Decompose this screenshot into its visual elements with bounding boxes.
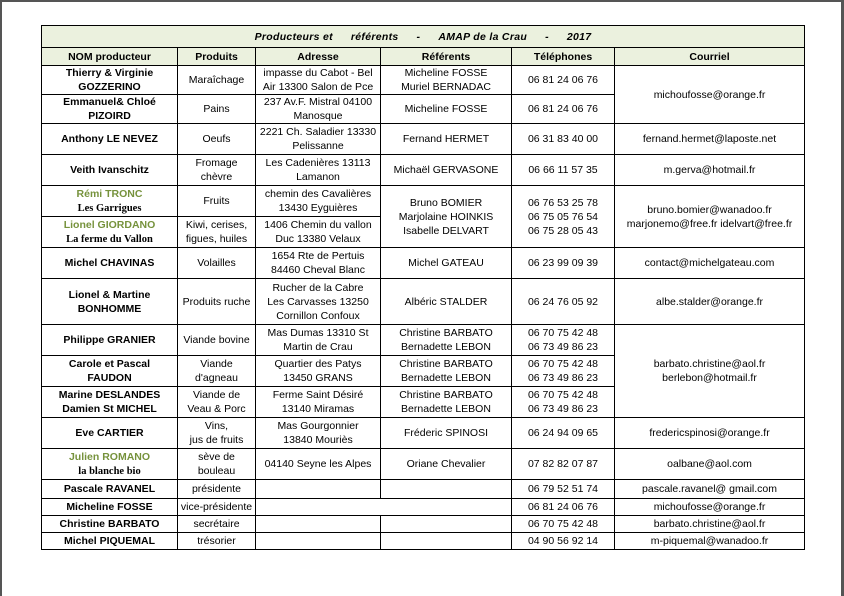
referent: Oriane Chevalier <box>381 449 512 480</box>
header-products: Produits <box>178 48 256 66</box>
empty-cell <box>381 480 512 499</box>
email[interactable]: m-piquemal@wanadoo.fr <box>615 533 805 550</box>
phone: 04 90 56 92 14 <box>512 533 615 550</box>
producer-name: Rémi TRONC Les Garrigues <box>42 186 178 217</box>
empty-cell <box>256 499 512 516</box>
product: Vins, jus de fruits <box>178 418 256 449</box>
phone: 06 81 24 06 76 <box>512 66 615 95</box>
product: Oeufs <box>178 124 256 155</box>
board-row <box>42 533 805 550</box>
producer-name: Michel CHAVINAS <box>42 248 178 279</box>
address: 2221 Ch. Saladier 13330 Pelissanne <box>256 124 381 155</box>
phone: 06 79 52 51 74 <box>512 480 615 499</box>
address: 1406 Chemin du vallon Duc 13380 Velaux <box>256 217 381 248</box>
product: Pains <box>178 95 256 124</box>
producer-name: Thierry & Virginie GOZZERINO <box>42 66 178 95</box>
board-role: trésorier <box>178 533 256 550</box>
producer-name: Eve CARTIER <box>42 418 178 449</box>
header-phones: Téléphones <box>512 48 615 66</box>
referent: Michel GATEAU <box>381 248 512 279</box>
phone: 06 70 75 42 48 06 73 49 86 23 <box>512 356 615 387</box>
product: Viande bovine <box>178 325 256 356</box>
table-row <box>42 279 805 325</box>
phone: 06 70 75 42 48 06 73 49 86 23 <box>512 387 615 418</box>
address: 1654 Rte de Pertuis 84460 Cheval Blanc <box>256 248 381 279</box>
header-email: Courriel <box>615 48 805 66</box>
phone: 06 81 24 06 76 <box>512 95 615 124</box>
empty-cell <box>256 480 381 499</box>
phone: 06 70 75 42 48 <box>512 516 615 533</box>
email[interactable]: pascale.ravanel@ gmail.com <box>615 480 805 499</box>
product: Fromage chèvre <box>178 155 256 186</box>
referent: Albéric STALDER <box>381 279 512 325</box>
referent: Micheline FOSSE <box>381 95 512 124</box>
referent: Michaël GERVASONE <box>381 155 512 186</box>
window-frame-top <box>0 0 844 2</box>
producer-name: Veith Ivanschitz <box>42 155 178 186</box>
phone: 06 24 94 09 65 <box>512 418 615 449</box>
product: Produits ruche <box>178 279 256 325</box>
email[interactable]: barbato.christine@aol.fr <box>615 516 805 533</box>
address: impasse du Cabot - Bel Air 13300 Salon de Pce <box>256 66 381 95</box>
table-row <box>42 418 805 449</box>
empty-cell <box>256 516 381 533</box>
email[interactable]: michoufosse@orange.fr <box>615 66 805 124</box>
email[interactable]: barbato.christine@aol.fr berlebon@hotmail.fr <box>615 325 805 418</box>
table-row <box>42 449 805 480</box>
empty-cell <box>256 533 381 550</box>
referent: Christine BARBATO Bernadette LEBON <box>381 387 512 418</box>
referent: Christine BARBATO Bernadette LEBON <box>381 325 512 356</box>
address: Mas Gourgonnier 13840 Mouriès <box>256 418 381 449</box>
board-row <box>42 499 805 516</box>
header-address: Adresse <box>256 48 381 66</box>
title-row <box>42 26 805 48</box>
board-name: Christine BARBATO <box>42 516 178 533</box>
address: Mas Dumas 13310 St Martin de Crau <box>256 325 381 356</box>
address: 04140 Seyne les Alpes <box>256 449 381 480</box>
address: Rucher de la Cabre Les Carvasses 13250 Cornillon Confoux <box>256 279 381 325</box>
email[interactable]: bruno.bomier@wanadoo.fr marjonemo@free.fr idelvart@free.fr <box>615 186 805 248</box>
board-name: Micheline FOSSE <box>42 499 178 516</box>
board-name: Pascale RAVANEL <box>42 480 178 499</box>
product: Maraîchage <box>178 66 256 95</box>
header-referents: Référents <box>381 48 512 66</box>
phone: 06 23 99 09 39 <box>512 248 615 279</box>
producer-name: Carole et Pascal FAUDON <box>42 356 178 387</box>
table-row <box>42 186 805 217</box>
producer-name: Anthony LE NEVEZ <box>42 124 178 155</box>
address: Ferme Saint Désiré 13140 Miramas <box>256 387 381 418</box>
producers-table <box>41 25 805 550</box>
board-row <box>42 516 805 533</box>
address: chemin des Cavalières 13430 Eyguières <box>256 186 381 217</box>
referent: Fernand HERMET <box>381 124 512 155</box>
table-row <box>42 124 805 155</box>
header-name: NOM producteur <box>42 48 178 66</box>
email[interactable]: contact@michelgateau.com <box>615 248 805 279</box>
product: sève de bouleau <box>178 449 256 480</box>
product: Volailles <box>178 248 256 279</box>
board-row <box>42 480 805 499</box>
product: Viande d'agneau <box>178 356 256 387</box>
product: Viande de Veau & Porc <box>178 387 256 418</box>
board-name: Michel PIQUEMAL <box>42 533 178 550</box>
phone: 06 66 11 57 35 <box>512 155 615 186</box>
product: Kiwi, cerises, figues, huiles <box>178 217 256 248</box>
email[interactable]: fernand.hermet@laposte.net <box>615 124 805 155</box>
phone: 07 82 82 07 87 <box>512 449 615 480</box>
table-row <box>42 155 805 186</box>
phone: 06 24 76 05 92 <box>512 279 615 325</box>
empty-cell <box>381 516 512 533</box>
referent: Bruno BOMIER Marjolaine HOINKIS Isabelle DELVART <box>381 186 512 248</box>
producer-name: Julien ROMANO la blanche bio <box>42 449 178 480</box>
address: Quartier des Patys 13450 GRANS <box>256 356 381 387</box>
address: Les Cadenières 13113 Lamanon <box>256 155 381 186</box>
email[interactable]: albe.stalder@orange.fr <box>615 279 805 325</box>
board-role: secrétaire <box>178 516 256 533</box>
producer-name: Philippe GRANIER <box>42 325 178 356</box>
phone: 06 31 83 40 00 <box>512 124 615 155</box>
producer-name: Marine DESLANDES Damien St MICHEL <box>42 387 178 418</box>
table-row <box>42 248 805 279</box>
phone: 06 70 75 42 48 06 73 49 86 23 <box>512 325 615 356</box>
email[interactable]: oalbane@aol.com <box>615 449 805 480</box>
email[interactable]: michoufosse@orange.fr <box>615 499 805 516</box>
phone: 06 81 24 06 76 <box>512 499 615 516</box>
producer-name: Lionel GIORDANO La ferme du Vallon <box>42 217 178 248</box>
address: 237 Av.F. Mistral 04100 Manosque <box>256 95 381 124</box>
window-frame-left <box>0 0 2 596</box>
table-row <box>42 325 805 356</box>
producer-name: Emmanuel& Chloé PIZOIRD <box>42 95 178 124</box>
email[interactable]: m.gerva@hotmail.fr <box>615 155 805 186</box>
board-role: vice-présidente <box>178 499 256 516</box>
phone: 06 76 53 25 78 06 75 05 76 54 06 75 28 05 43 <box>512 186 615 248</box>
producer-name: Lionel & Martine BONHOMME <box>42 279 178 325</box>
empty-cell <box>381 533 512 550</box>
document-title: Producteurs et référents - AMAP de la Crau - 2017 <box>42 26 805 48</box>
board-role: présidente <box>178 480 256 499</box>
email[interactable]: fredericspinosi@orange.fr <box>615 418 805 449</box>
referent: Christine BARBATO Bernadette LEBON <box>381 356 512 387</box>
product: Fruits <box>178 186 256 217</box>
referent: Fréderic SPINOSI <box>381 418 512 449</box>
header-row <box>42 48 805 66</box>
referent: Micheline FOSSE Muriel BERNADAC <box>381 66 512 95</box>
table-row <box>42 66 805 95</box>
